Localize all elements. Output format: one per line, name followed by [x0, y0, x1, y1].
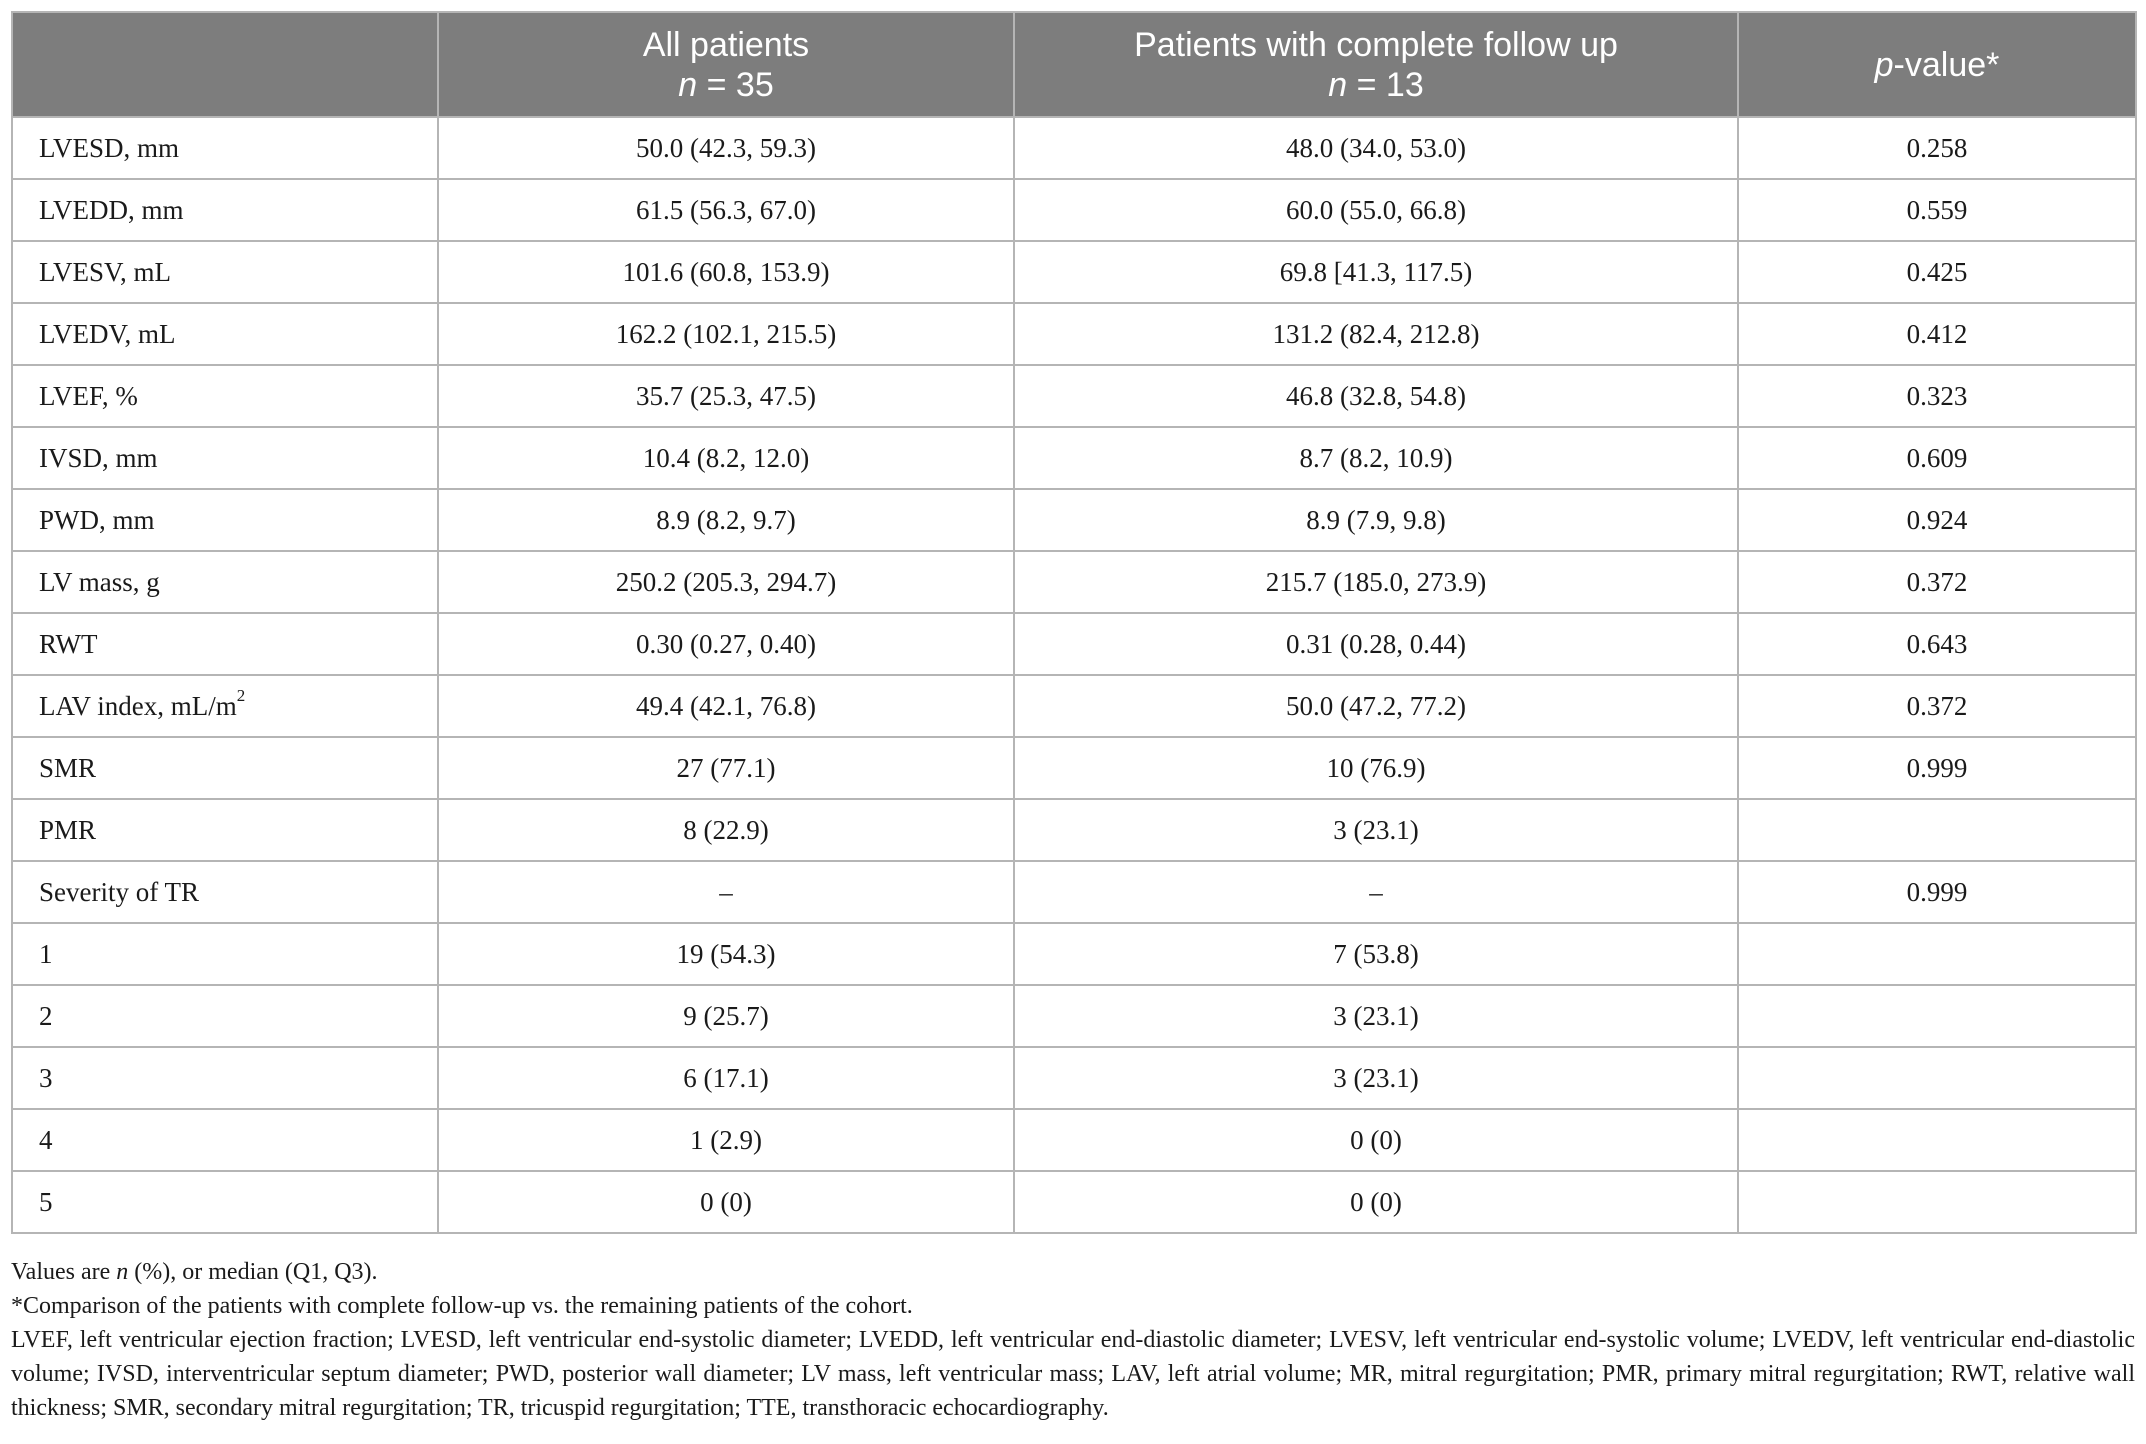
- cell-variable-text: RWT: [39, 628, 98, 659]
- cell-complete-follow-up: 8.7 (8.2, 10.9): [1014, 427, 1738, 489]
- header-complete-follow-up-n-value: = 13: [1347, 65, 1424, 104]
- cell-complete-follow-up: 215.7 (185.0, 273.9): [1014, 551, 1738, 613]
- table-row: [12, 1109, 2136, 1171]
- header-complete-follow-up-n: [1015, 65, 1737, 105]
- cell-p-value: 0.258: [1738, 117, 2136, 179]
- cell-variable: [12, 365, 438, 427]
- table-row: [12, 923, 2136, 985]
- cell-p-value: [1738, 985, 2136, 1047]
- cell-all-patients: –: [438, 861, 1014, 923]
- cell-p-value: 0.323: [1738, 365, 2136, 427]
- footnote-values-n: n: [116, 1259, 129, 1285]
- cell-variable-text: LVESD, mm: [39, 132, 180, 163]
- cell-complete-follow-up: 3 (23.1): [1014, 799, 1738, 861]
- cell-variable-superscript: 2: [236, 685, 246, 705]
- header-variable: [12, 12, 438, 117]
- cell-all-patients: 10.4 (8.2, 12.0): [438, 427, 1014, 489]
- cell-p-value: 0.559: [1738, 179, 2136, 241]
- cell-complete-follow-up: 3 (23.1): [1014, 1047, 1738, 1109]
- header-p-value-italic: p: [1874, 45, 1894, 84]
- cell-complete-follow-up: 69.8 [41.3, 117.5): [1014, 241, 1738, 303]
- header-p-value-rest: -value*: [1893, 45, 2000, 84]
- cell-p-value: [1738, 1171, 2136, 1233]
- table-row: [12, 117, 2136, 179]
- table-row: [12, 613, 2136, 675]
- cell-variable-text: PWD, mm: [39, 504, 155, 535]
- table-row: [12, 1047, 2136, 1109]
- footnote-values-suffix: (%), or median (Q1, Q3).: [128, 1259, 378, 1285]
- table-footnotes: [11, 1255, 2135, 1425]
- cell-all-patients: 1 (2.9): [438, 1109, 1014, 1171]
- table-row: [12, 303, 2136, 365]
- cell-variable: [12, 303, 438, 365]
- cell-variable: [12, 1171, 438, 1233]
- cell-p-value: 0.372: [1738, 551, 2136, 613]
- cell-all-patients: 61.5 (56.3, 67.0): [438, 179, 1014, 241]
- cell-p-value: 0.412: [1738, 303, 2136, 365]
- table-row: [12, 1171, 2136, 1233]
- cell-variable: [12, 1047, 438, 1109]
- cell-all-patients: 19 (54.3): [438, 923, 1014, 985]
- header-all-patients-n-value: = 35: [697, 65, 774, 104]
- cell-all-patients: 27 (77.1): [438, 737, 1014, 799]
- cell-variable: [12, 675, 438, 737]
- cell-variable-text: LVEDV, mL: [39, 318, 176, 349]
- cell-variable-text: 1: [39, 938, 53, 969]
- table-row: [12, 799, 2136, 861]
- cell-variable-text: LV mass, g: [39, 566, 160, 597]
- cell-variable-text: 3: [39, 1062, 53, 1093]
- cell-p-value: 0.999: [1738, 737, 2136, 799]
- cell-all-patients: 0.30 (0.27, 0.40): [438, 613, 1014, 675]
- cell-p-value: [1738, 1047, 2136, 1109]
- cell-complete-follow-up: 50.0 (47.2, 77.2): [1014, 675, 1738, 737]
- cell-variable: [12, 737, 438, 799]
- table-row: [12, 489, 2136, 551]
- cell-variable-text: LAV index, mL/m: [39, 690, 237, 721]
- cell-variable-text: 4: [39, 1124, 53, 1155]
- header-all-patients: [438, 12, 1014, 117]
- cell-variable-text: LVEDD, mm: [39, 194, 184, 225]
- cell-all-patients: 8.9 (8.2, 9.7): [438, 489, 1014, 551]
- cell-p-value: [1738, 1109, 2136, 1171]
- cell-variable: [12, 985, 438, 1047]
- cell-p-value: 0.924: [1738, 489, 2136, 551]
- cell-all-patients: 250.2 (205.3, 294.7): [438, 551, 1014, 613]
- cell-all-patients: 35.7 (25.3, 47.5): [438, 365, 1014, 427]
- table-row: [12, 551, 2136, 613]
- table-row: [12, 427, 2136, 489]
- cell-complete-follow-up: 7 (53.8): [1014, 923, 1738, 985]
- header-p-value-text: [1739, 45, 2135, 85]
- cell-variable-text: LVESV, mL: [39, 256, 172, 287]
- cell-p-value: 0.372: [1738, 675, 2136, 737]
- cell-variable: [12, 179, 438, 241]
- cell-variable-text: 2: [39, 1000, 53, 1031]
- cell-complete-follow-up: 10 (76.9): [1014, 737, 1738, 799]
- cell-variable: [12, 923, 438, 985]
- cell-variable: [12, 551, 438, 613]
- table-row: [12, 241, 2136, 303]
- cell-complete-follow-up: 0.31 (0.28, 0.44): [1014, 613, 1738, 675]
- cell-variable-text: LVEF, %: [39, 380, 138, 411]
- cell-variable: [12, 427, 438, 489]
- cell-variable-text: SMR: [39, 752, 97, 783]
- cell-variable-text: Severity of TR: [39, 876, 199, 907]
- cell-all-patients: 9 (25.7): [438, 985, 1014, 1047]
- cell-p-value: 0.999: [1738, 861, 2136, 923]
- table-row: [12, 675, 2136, 737]
- table-row: [12, 985, 2136, 1047]
- header-all-patients-title: All patients: [642, 25, 810, 64]
- footnote-abbreviations: LVEF, left ventricular ejection fraction; LVESD, left ventricular end-systolic diameter; LVEDD, left ventricular end-diastolic diameter; LVESV, left ventricular end-systolic volume; LVEDV, left ventricular end-diastolic volume; IVSD, interventricular septum diameter; PWD, posterior wall diameter; LV mass, left ventricular mass; LAV, left atrial volume; MR, mitral regurgitation; PMR, primary mitral regurgitation; RWT, relative wall thickness; SMR, secondary mitral regurgitation; TR, tricuspid regurgitation; TTE, transthoracic echocardiography.: [11, 1327, 2135, 1421]
- cell-complete-follow-up: 3 (23.1): [1014, 985, 1738, 1047]
- footnote-values-prefix: Values are: [11, 1259, 117, 1285]
- cell-all-patients: 0 (0): [438, 1171, 1014, 1233]
- cell-p-value: [1738, 799, 2136, 861]
- cell-variable-text: PMR: [39, 814, 97, 845]
- footnote-comparison: *Comparison of the patients with complete follow-up vs. the remaining patients of the cohort.: [11, 1293, 913, 1319]
- header-all-patients-n: [439, 65, 1013, 105]
- cell-variable: [12, 1109, 438, 1171]
- cell-variable: [12, 613, 438, 675]
- cell-complete-follow-up: 131.2 (82.4, 212.8): [1014, 303, 1738, 365]
- cell-complete-follow-up: 0 (0): [1014, 1171, 1738, 1233]
- header-all-patients-n-label: n: [678, 65, 698, 104]
- cell-variable-text: 5: [39, 1186, 53, 1217]
- cell-p-value: 0.643: [1738, 613, 2136, 675]
- header-complete-follow-up-title: Patients with complete follow up: [1134, 25, 1618, 64]
- cell-p-value: [1738, 923, 2136, 985]
- footnote-values: [11, 1255, 2135, 1289]
- cell-all-patients: 101.6 (60.8, 153.9): [438, 241, 1014, 303]
- cell-variable: [12, 489, 438, 551]
- table-row: [12, 861, 2136, 923]
- cell-variable: [12, 799, 438, 861]
- cell-all-patients: 162.2 (102.1, 215.5): [438, 303, 1014, 365]
- table-row: [12, 737, 2136, 799]
- header-p-value: [1738, 12, 2136, 117]
- cell-all-patients: 50.0 (42.3, 59.3): [438, 117, 1014, 179]
- header-complete-follow-up-n-label: n: [1328, 65, 1348, 104]
- cell-variable-text: IVSD, mm: [39, 442, 158, 473]
- cell-variable: [12, 241, 438, 303]
- cell-complete-follow-up: 60.0 (55.0, 66.8): [1014, 179, 1738, 241]
- cell-p-value: 0.425: [1738, 241, 2136, 303]
- table-row: [12, 365, 2136, 427]
- cell-complete-follow-up: –: [1014, 861, 1738, 923]
- cell-all-patients: 8 (22.9): [438, 799, 1014, 861]
- echo-data-table: [11, 11, 2137, 1234]
- cell-complete-follow-up: 46.8 (32.8, 54.8): [1014, 365, 1738, 427]
- cell-complete-follow-up: 48.0 (34.0, 53.0): [1014, 117, 1738, 179]
- table-header-row: [12, 12, 2136, 117]
- cell-complete-follow-up: 0 (0): [1014, 1109, 1738, 1171]
- cell-p-value: 0.609: [1738, 427, 2136, 489]
- cell-all-patients: 6 (17.1): [438, 1047, 1014, 1109]
- cell-variable: [12, 117, 438, 179]
- cell-complete-follow-up: 8.9 (7.9, 9.8): [1014, 489, 1738, 551]
- cell-all-patients: 49.4 (42.1, 76.8): [438, 675, 1014, 737]
- cell-variable: [12, 861, 438, 923]
- table-row: [12, 179, 2136, 241]
- table-body: [12, 117, 2136, 1233]
- header-complete-follow-up: [1014, 12, 1738, 117]
